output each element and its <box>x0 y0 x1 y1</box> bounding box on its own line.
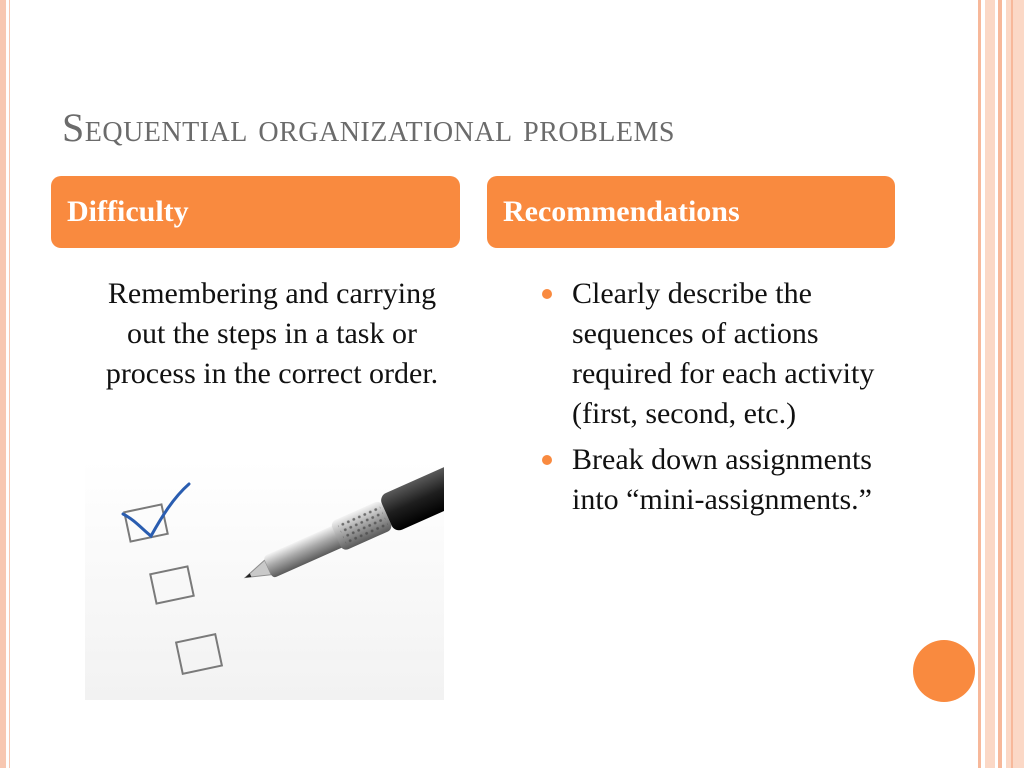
right-stripe <box>985 0 995 768</box>
right-stripe <box>1011 0 1013 768</box>
recommendations-header-label: Recommendations <box>503 195 740 228</box>
recommendations-list <box>540 274 900 526</box>
recommendation-text: Break down assignments into “mini-assignments.” <box>572 443 872 516</box>
left-border <box>0 0 6 768</box>
left-border-line <box>9 0 10 768</box>
decorative-circle <box>913 640 975 702</box>
right-stripe <box>978 0 981 768</box>
recommendation-item <box>540 440 900 520</box>
checklist-pen-icon <box>85 460 444 700</box>
right-stripe <box>998 0 1002 768</box>
right-stripe <box>1006 0 1024 768</box>
recommendation-text: Clearly describe the sequences of actions required for each activity (first, second, etc.) <box>572 277 875 430</box>
recommendation-item <box>540 274 900 434</box>
bullet-dot-icon <box>542 289 552 299</box>
difficulty-header-label: Difficulty <box>67 195 189 228</box>
difficulty-header <box>51 176 460 248</box>
recommendations-header <box>487 176 895 248</box>
difficulty-description: Remembering and carrying out the steps in a task or process in the correct order. <box>105 277 439 390</box>
bullet-dot-icon <box>542 455 552 465</box>
slide-title: Sequential organizational problems <box>62 105 675 150</box>
